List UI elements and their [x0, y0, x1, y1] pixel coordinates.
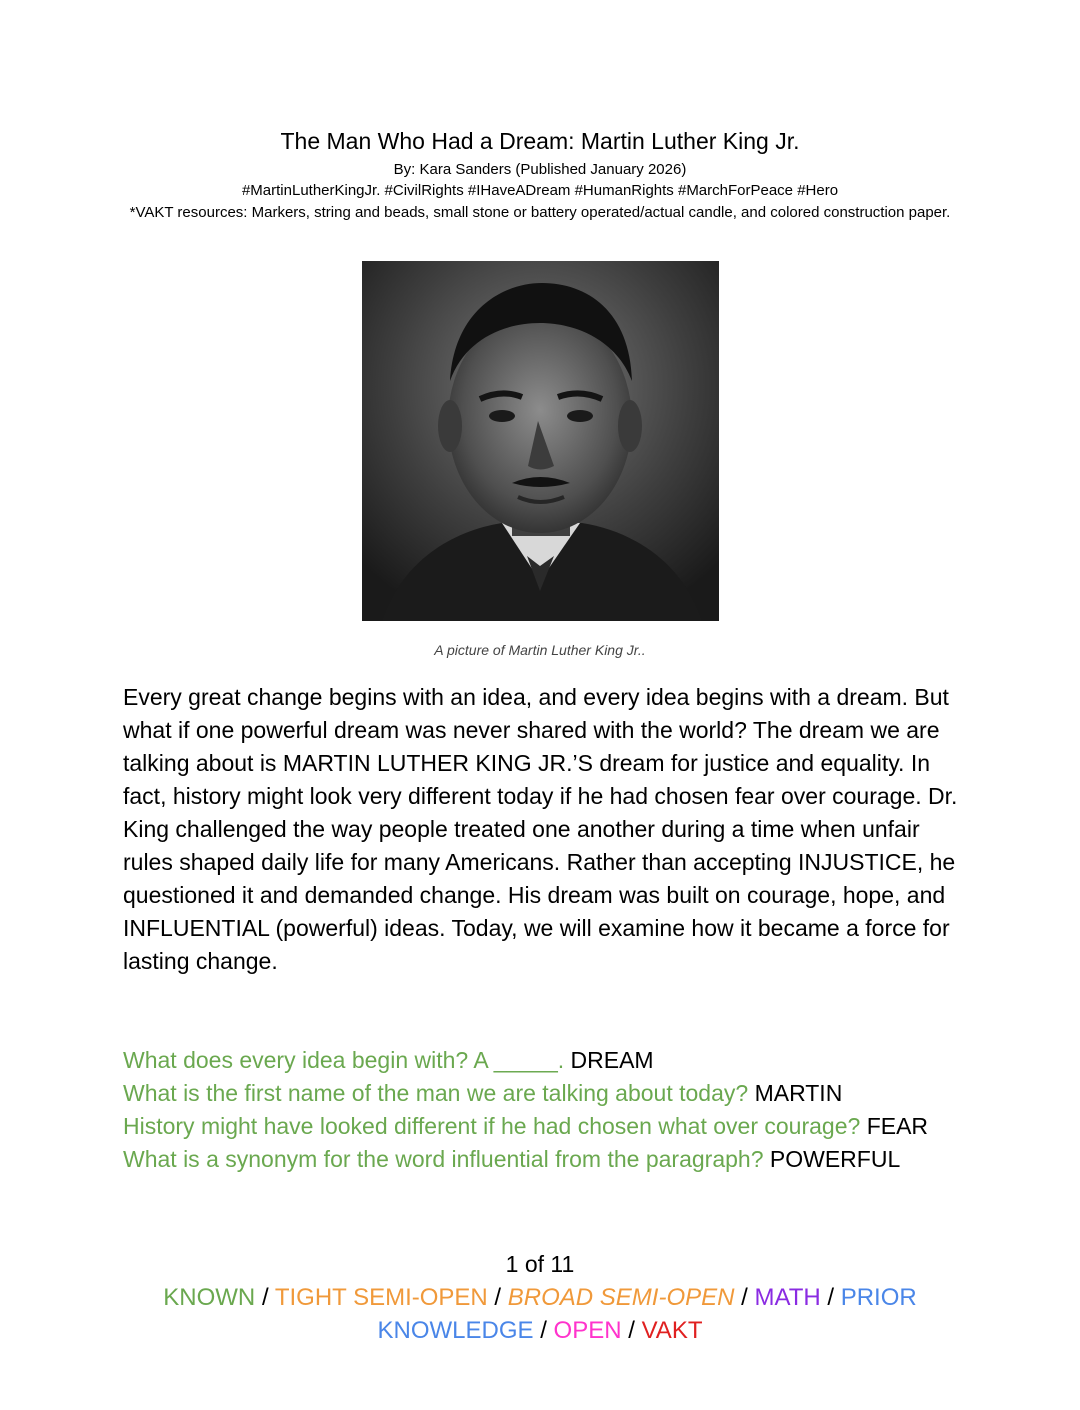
legend-separator: / — [540, 1317, 547, 1344]
legend-tight-semi-open: TIGHT SEMI-OPEN — [274, 1284, 488, 1311]
question-text: What is the first name of the man we are talking about today? — [123, 1080, 749, 1106]
portrait-photo — [362, 261, 719, 621]
legend-separator: / — [261, 1284, 269, 1311]
vakt-resources-note: *VAKT resources: Markers, string and beads, small stone or battery operated/actual candle, and colored construction paper. — [129, 204, 951, 221]
legend-separator: / — [494, 1284, 502, 1311]
question-item — [123, 1143, 968, 1176]
answer-text: FEAR — [866, 1113, 929, 1139]
question-text: What does every idea begin with? A _____. — [123, 1047, 565, 1073]
legend-prior-knowledge: PRIOR KNOWLEDGE — [377, 1284, 917, 1344]
legend-open: OPEN — [553, 1317, 622, 1344]
legend-separator: / — [827, 1284, 835, 1311]
page-number: 1 of 11 — [505, 1251, 575, 1277]
question-item — [123, 1110, 968, 1143]
intro-paragraph: Every great change begins with an idea, and every idea begins with a dream. But what if one powerful dream was never shared with the world? The dream we are talking about is MARTIN LUTHER KING JR.’S dream for justice and equality. In fact, history might look very different today if he had chosen fear over courage. Dr. King challenged the way people treated one another during a time when unfair rules shaped daily life for many Americans. Rather than accepting INJUSTICE, he questioned it and demanded change. His dream was built on courage, hope, and INFLUENTIAL (powerful) ideas. Today, we will examine how it became a force for lasting change. — [123, 684, 958, 974]
author-byline: By: Kara Sanders (Published January 2026) — [393, 161, 687, 178]
portrait-illustration — [362, 261, 719, 621]
legend-known: KNOWN — [163, 1284, 256, 1311]
legend-math: MATH — [754, 1284, 821, 1311]
document-title: The Man Who Had a Dream: Martin Luther King Jr. — [280, 128, 800, 154]
legend-separator: / — [741, 1284, 748, 1311]
question-text: What is a synonym for the word influential from the paragraph? — [123, 1146, 764, 1172]
question-type-legend — [120, 1281, 960, 1347]
image-caption: A picture of Martin Luther King Jr.. — [434, 642, 646, 658]
question-list — [123, 1044, 968, 1176]
answer-text: POWERFUL — [769, 1146, 901, 1172]
hashtags-line: #MartinLutherKingJr. #CivilRights #IHaveADream #HumanRights #MarchForPeace #Hero — [241, 182, 839, 199]
question-item — [123, 1077, 968, 1110]
answer-text: DREAM — [570, 1047, 654, 1073]
question-text: History might have looked different if he had chosen what over courage? — [123, 1113, 861, 1139]
legend-separator: / — [628, 1317, 635, 1344]
question-item — [123, 1044, 968, 1077]
legend-broad-semi-open: BROAD SEMI-OPEN — [507, 1284, 735, 1311]
answer-text: MARTIN — [754, 1080, 843, 1106]
legend-vakt: VAKT — [641, 1317, 703, 1344]
